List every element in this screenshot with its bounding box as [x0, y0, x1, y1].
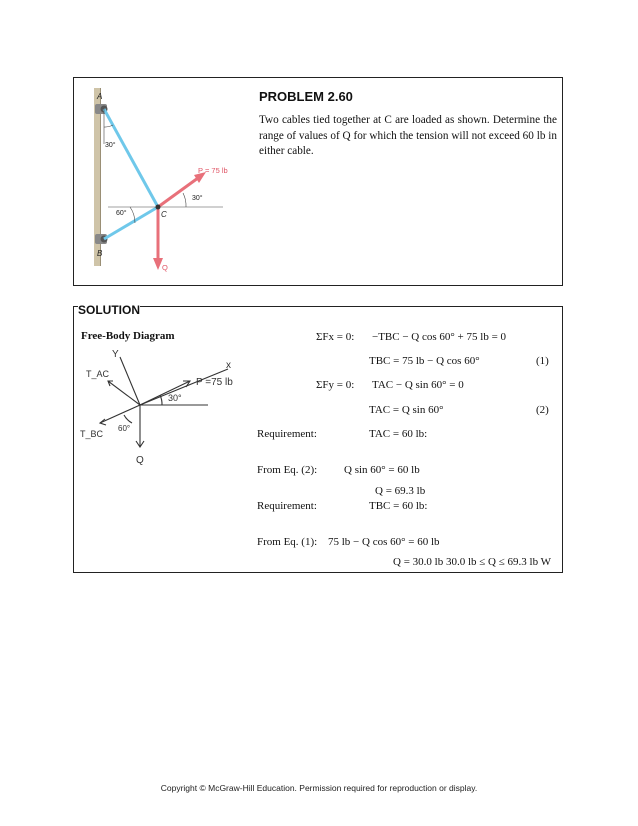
- final-answer: Q = 30.0 lb 30.0 lb ≤ Q ≤ 69.3 lb W: [393, 556, 552, 568]
- sketch-t-bc-label: T_BC: [80, 429, 104, 439]
- label-force-p: P = 75 lb: [198, 166, 228, 175]
- sketch-t-bc: [100, 405, 140, 423]
- from-eq1-label: From Eq. (1):: [257, 536, 318, 548]
- eq1-tag: (1): [536, 355, 549, 367]
- label-b: B: [97, 249, 103, 258]
- requirement-1-label: Requirement:: [257, 428, 317, 440]
- eq1-lhs: ΣFx = 0:: [316, 331, 355, 343]
- force-p-arrow: [158, 178, 198, 207]
- solution-title: SOLUTION: [78, 303, 140, 317]
- sketch-x-label: x: [226, 360, 231, 371]
- sketch-angle-30: 30°: [168, 393, 182, 403]
- fbd-label: Free-Body Diagram: [81, 330, 175, 342]
- label-a: A: [97, 92, 103, 101]
- requirement-2: TBC = 60 lb:: [369, 500, 428, 512]
- label-angle-a: 30°: [105, 142, 116, 149]
- eq1-rhs: −TBC − Q cos 60° + 75 lb = 0: [372, 331, 507, 343]
- problem-figure: [78, 82, 258, 282]
- requirement-1: TAC = 60 lb:: [369, 428, 428, 440]
- label-angle-p: 30°: [192, 195, 203, 202]
- sketch-y-label: Y: [112, 349, 119, 360]
- label-angle-b: 60°: [116, 210, 127, 217]
- eq2-tag: (2): [536, 404, 549, 416]
- sketch-p-label: P =75 lb: [196, 377, 233, 388]
- problem-statement: Two cables tied together at C are loaded as shown. Determine the range of values of Q for which the tension will not exceed 60 lb in either cable.: [259, 114, 557, 157]
- from-eq1: 75 lb − Q cos 60° = 60 lb: [328, 536, 440, 548]
- problem-title: PROBLEM 2.60: [259, 89, 353, 104]
- cable-ac: [104, 109, 158, 207]
- label-c: C: [161, 210, 167, 219]
- sketch-angle-60: 60°: [118, 424, 131, 433]
- eq2-lhs: ΣFy = 0:: [316, 379, 355, 391]
- sketch-q-label: Q: [136, 455, 144, 466]
- cable-bc: [104, 207, 158, 239]
- fbd-sketch: [80, 345, 265, 470]
- from-eq2-label: From Eq. (2):: [257, 464, 318, 476]
- copyright-footer: Copyright © McGraw-Hill Education. Permission required for reproduction or display.: [160, 783, 478, 793]
- label-force-q: Q: [162, 263, 168, 272]
- eq2b: TAC = Q sin 60°: [369, 404, 444, 416]
- from-eq2: Q sin 60° = 60 lb: [344, 464, 420, 476]
- sketch-p: [140, 381, 190, 405]
- requirement-2-label: Requirement:: [257, 500, 317, 512]
- sketch-t-ac-label: T_AC: [86, 369, 110, 379]
- eq2-rhs: TAC − Q sin 60° = 0: [372, 379, 464, 391]
- eq1b: TBC = 75 lb − Q cos 60°: [369, 355, 480, 367]
- from-eq2-result: Q = 69.3 lb: [375, 485, 426, 497]
